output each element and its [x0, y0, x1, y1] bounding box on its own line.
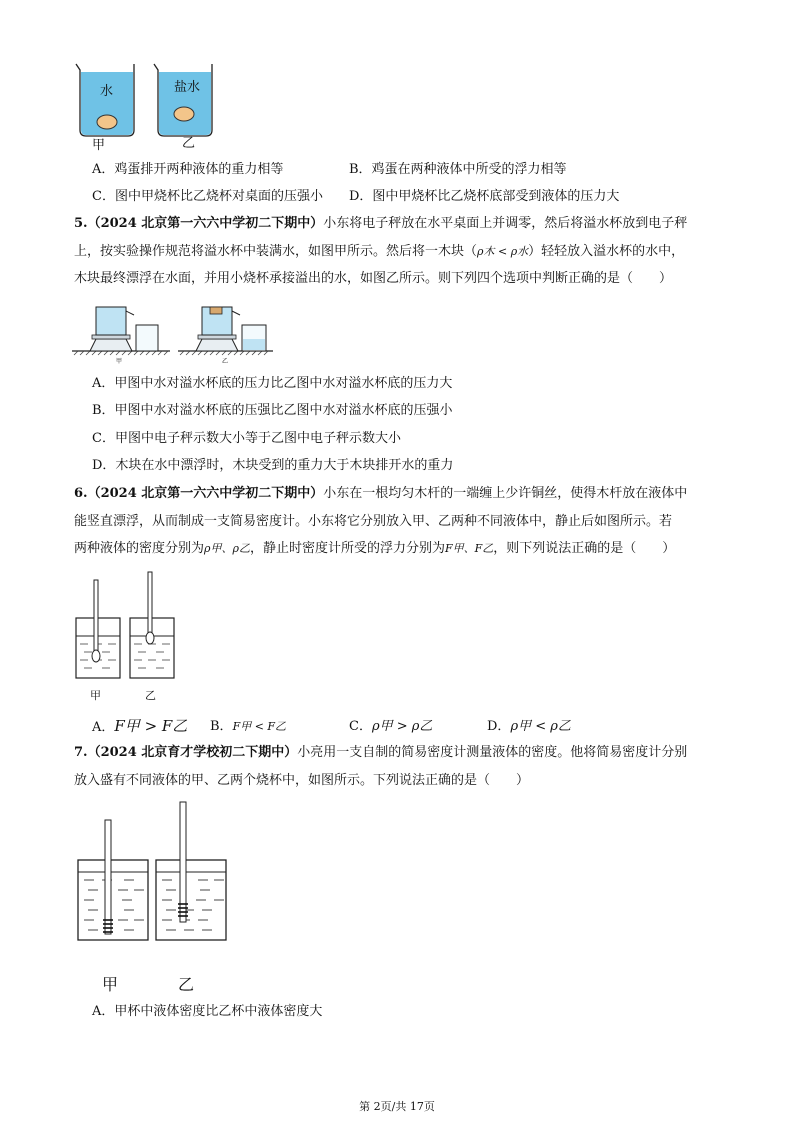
q6-option-a [92, 715, 187, 736]
q6-fig-caption-jia: 甲 [90, 689, 101, 702]
q6-line3 [74, 541, 675, 557]
q6-option-b-math: F甲 < F乙 [232, 720, 287, 733]
q5-line2 [74, 244, 684, 260]
q6-option-d-label: D． [487, 719, 511, 734]
q6-option-a-math: F甲 > F乙 [114, 717, 188, 735]
q6-line2: 能竖直漂浮，从而制成一支简易密度计。小东将它分别放入甲、乙两种不同液体中，静止后如图所示。若 [74, 514, 673, 529]
q4-option-c: C．图中甲烧杯比乙烧杯对桌面的压强小 [92, 189, 323, 204]
q5-line2-text: 上，按实验操作规范将溢水杯中装满水，如图甲所示。然后将一木块（ [74, 244, 478, 259]
q6-number: 6. [74, 486, 88, 501]
q6-line3-a: 两种液体的密度分别为 [74, 541, 205, 556]
q6-option-b-label: B． [210, 719, 233, 734]
q4-option-a: A．鸡蛋排开两种液体的重力相等 [92, 162, 284, 177]
q6-option-a-label: A． [92, 720, 115, 735]
q6-option-c-label: C． [349, 719, 372, 734]
q7-option-a: A．甲杯中液体密度比乙杯中液体密度大 [92, 1004, 323, 1019]
q5-line2-end: ）轻轻放入溢水杯的水中， [528, 244, 685, 259]
q6-fig-caption-yi: 乙 [145, 689, 156, 702]
q7-fig-caption-jia: 甲 [102, 975, 119, 994]
q6-option-b [210, 715, 286, 734]
q6-option-c-math: ρ甲 > ρ乙 [371, 719, 433, 734]
q5-number: 5. [74, 216, 88, 231]
q5-option-b: B．甲图中水对溢水杯底的压强比乙图中水对溢水杯底的压强小 [92, 403, 453, 418]
q6-option-d [487, 715, 571, 734]
q7-line2: 放入盛有不同液体的甲、乙两个烧杯中，如图所示。下列说法正确的是（ ） [74, 773, 530, 788]
q7-number: 7. [74, 745, 88, 760]
q7-line1-text: 小亮用一支自制的简易密度计测量液体的密度。他将简易密度计分别 [297, 745, 688, 760]
q7-figure [74, 798, 239, 943]
q5-line3: 木块最终漂浮在水面，并用小烧杯承接溢出的水，如图乙所示。则下列四个选项中判断正确的是（ ） [74, 271, 673, 286]
q7-fig-caption-yi: 乙 [178, 975, 195, 994]
q5-option-d: D．木块在水中漂浮时，木块受到的重力大于木块排开水的重力 [92, 458, 454, 473]
q6-line3-b: ，静止时密度计所受的浮力分别为 [249, 541, 445, 556]
beaker1-label: 水 [100, 84, 114, 99]
q5-figure [70, 295, 275, 365]
q6-line1 [74, 486, 687, 502]
q6-line3-rho: ρ甲、ρ乙 [204, 542, 250, 555]
q7-source: （2024 北京育才学校初二下期中） [87, 745, 298, 760]
q5-fig-caption-jia: 甲 [116, 358, 123, 365]
q6-source: （2024 北京第一六六中学初二下期中） [87, 486, 324, 501]
figure-caption-jia: 甲 [92, 138, 106, 153]
q6-line3-F: F甲、F乙 [444, 542, 494, 555]
q6-line1-text: 小东在一根均匀木杆的一端缠上少许铜丝，使得木杆放在液体中 [323, 486, 688, 501]
figure-caption-yi: 乙 [182, 136, 196, 151]
q5-fig-caption-yi: 乙 [222, 358, 229, 365]
page-footer: 第 2页/共 17页 [359, 1100, 435, 1113]
q6-figure [72, 570, 182, 685]
beaker2-label: 盐水 [174, 80, 201, 95]
q5-option-a: A．甲图中水对溢水杯底的压力比乙图中水对溢水杯底的压力大 [92, 376, 453, 391]
q4-option-b: B．鸡蛋在两种液体中所受的浮力相等 [349, 162, 567, 177]
q6-line3-c: ，则下列说法正确的是（ ） [493, 541, 676, 556]
q6-option-c [349, 715, 432, 734]
q5-line2-math: ρ木 < ρ水 [477, 245, 529, 258]
q5-option-c: C．甲图中电子秤示数大小等于乙图中电子秤示数大小 [92, 431, 401, 446]
q5-line1-text: 小东将电子秤放在水平桌面上并调零，然后将溢水杯放到电子秤 [323, 216, 688, 231]
q7-line1 [74, 745, 687, 761]
q4-option-d: D．图中甲烧杯比乙烧杯底部受到液体的压力大 [349, 189, 620, 204]
q5-source: （2024 北京第一六六中学初二下期中） [87, 216, 324, 231]
q6-option-d-math: ρ甲 < ρ乙 [510, 719, 571, 734]
q5-line1 [74, 216, 687, 232]
